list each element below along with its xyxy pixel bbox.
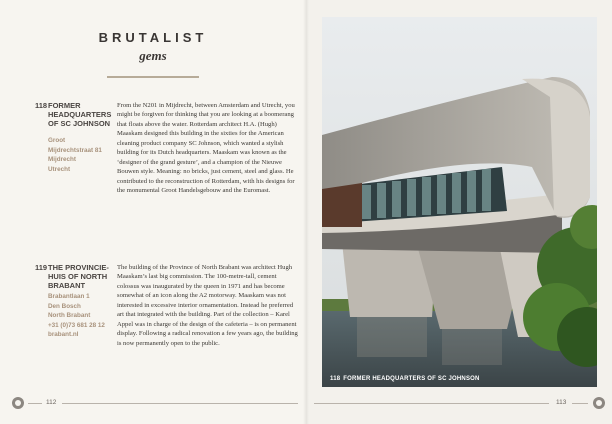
caption-text: FORMER HEADQUARTERS OF SC JOHNSON [343,376,480,382]
brutalist-building-image [322,17,597,387]
address-line: Groot [48,137,66,144]
footer-rule [62,403,298,404]
building-photo [322,17,597,387]
entry-description [117,101,299,196]
city-logo-icon [593,397,605,409]
entry-address [48,292,120,340]
entry-body-text: From the N201 in Mijdrecht, between Amsterdam and Utrecht, you might be forgiven for thinking that you are looking at a boomerang that floats above the water. Rotterdam architect H.A. (Hugh) Maaskam designed this building in the sixties for the American cleaning product company SC Johnson, which wanted a stylish building for its Dutch headquarters. Maaskam was known as the ‘designer of the grand gesture’, and a champion of the Nieuwe Bouwen style. Meaning: no bricks, just cement, steel and glass. He contributed to the reconstruction of Rotterdam, with his designs for the monumental Groot Handelsgebouw and the Euromast. [117,102,295,195]
footer-rule [314,403,549,404]
section-title: BRUTALIST [98,30,208,45]
footer-rule [28,403,42,404]
address-line: North Brabant [48,312,91,320]
page-number: 112 [46,399,57,406]
caption-number: 118 [330,376,341,382]
title-divider [107,76,199,78]
book-gutter [303,0,309,424]
photo-caption [330,376,483,382]
city-logo-icon [12,397,24,409]
entry-number: 118 [35,101,48,110]
address-line: Utrecht [48,165,71,173]
address-line: brabant.nl [48,331,79,339]
entry-number: 119 [35,263,48,272]
section-subtitle: gems [139,48,167,63]
entry-description [117,263,299,348]
page-number: 113 [556,399,567,406]
entry-name: THE PROVINCIE-HUIS OF NORTH BRABANT [48,263,109,290]
entry-name: FORMER HEADQUARTERS OF SC JOHNSON [48,101,112,128]
footer-rule [572,403,588,404]
address-line: +31 (0)73 681 28 12 [48,321,105,329]
address-line: Den Bosch [48,302,81,310]
entry-body-text: The building of the Province of North Brabant was architect Hugh Maaskam’s last big commission. The 100-metre-tall, cement colossus was inaugurated by the queen in 1971 and has become somewhat of an icon along the A2 motorway. Maaskam was not interested in excessive interior ornamentation. Instead he preferred art that integrated with the building. Part of the collection – Karel Appel was in charge of the design of the cafeteria – is on permanent display. Following a radical renovation a few years ago, the building is now permanently open to the public. [117,264,298,347]
address-line: Mijdrechtstraat 81 [48,146,102,154]
address-line: Brabantlaan 1 [48,293,90,300]
address-line: Mijdrecht [48,156,76,164]
entry-address [48,136,120,174]
